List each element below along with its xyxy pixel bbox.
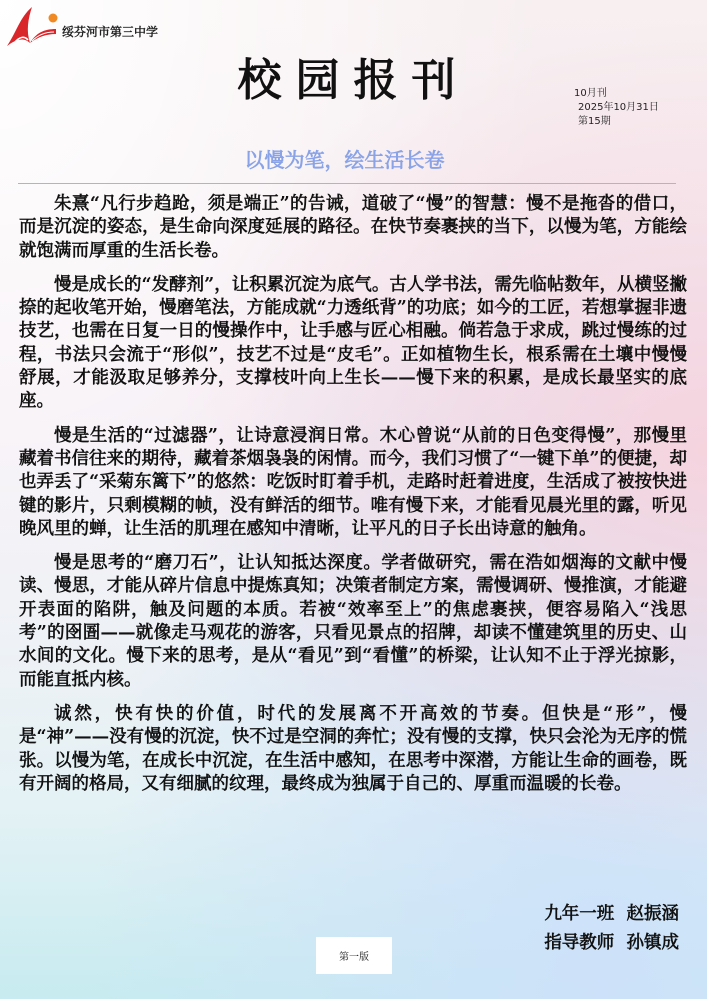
article-body — [19, 193, 687, 807]
page-label: 第一版 — [316, 937, 392, 974]
article-paragraph: 朱熹“凡行步趋跄，须是端正”的告诫，道破了“慢”的智慧：慢不是拖沓的借口，而是沉淀的姿态，是生命向深度延展的路径。在快节奏裹挟的当下，以慢为笔，方能绘就饱满而厚重的生活长卷。 — [19, 194, 687, 261]
article-paragraph: 慢是思考的“磨刀石”，让认知抵达深度。学者做研究，需在浩如烟海的文献中慢读、慢思，才能从碎片信息中提炼真知；决策者制定方案，需慢调研、慢推演，才能避开表面的陷阱，触及问题的本质。若被“效率至上”的焦虑裹挟，便容易陷入“浅思考”的囹圄——就像走马观花的游客，只看见景点的招牌，却读不懂建筑里的历史、山水间的文化。慢下来的思考，是从“看见”到“看懂”的桥梁，让认知不止于浮光掠影，而能直抵内核。 — [19, 553, 687, 690]
school-name: 绥芬河市第三中学 — [62, 25, 159, 39]
advisor-line: 指导教师 孙镇成 — [544, 933, 679, 953]
issue-info — [574, 87, 659, 129]
article-paragraph: 诚然，快有快的价值，时代的发展离不开高效的节奏。但快是“形”，慢是“神”——没有慢的沉淀，快不过是空洞的奔忙；没有慢的支撑，快只会沦为无序的慌张。以慢为笔，在成长中沉淀，在生活中感知，在思考中深潜，方能让生命的画卷，既有开阔的格局，又有细腻的纹理，最终成为独属于自己的、厚重而温暖的长卷。 — [19, 703, 687, 794]
issue-date: 2025年10月31日 — [578, 102, 659, 113]
school-logo-icon — [4, 3, 60, 49]
article-paragraph: 慢是生活的“过滤器”，让诗意浸润日常。木心曾说“从前的日色变得慢”，那慢里藏着书信往来的期待，藏着茶烟袅袅的闲情。而今，我们习惯了“一键下单”的便捷，却也弄丢了“采菊东篱下”的悠然：吃饭时盯着手机，走路时赶着进度，生活成了被按快进键的影片，只剩模糊的帧，没有鲜活的细节。唯有慢下来，才能看见晨光里的露，听见晚风里的蝉，让生活的肌理在感知中清晰，让平凡的日子长出诗意的触角。 — [19, 425, 687, 539]
article-paragraph: 慢是成长的“发酵剂”，让积累沉淀为底气。古人学书法，需先临帖数年，从横竖撇捺的起收笔开始，慢磨笔法，方能成就“力透纸背”的功底；如今的工匠，若想掌握非遗技艺，也需在日复一日的慢操作中，让手感与匠心相融。倘若急于求成，跳过慢练的过程，书法只会流于“形似”，技艺不过是“皮毛”。正如植物生长，根系需在土壤中慢慢舒展，才能汲取足够养分，支撑枝叶向上生长——慢下来的积累，是成长最坚实的底座。 — [19, 274, 687, 412]
title-divider — [18, 183, 676, 184]
signature-block — [544, 900, 679, 958]
masthead-title: 校园报刊 — [237, 55, 470, 106]
issue-number: 第15期 — [578, 116, 611, 127]
article-title: 以慢为笔，绘生活长卷 — [244, 148, 445, 172]
author-line: 九年一班 赵振涵 — [544, 904, 679, 924]
issue-month: 10月刊 — [574, 88, 607, 99]
